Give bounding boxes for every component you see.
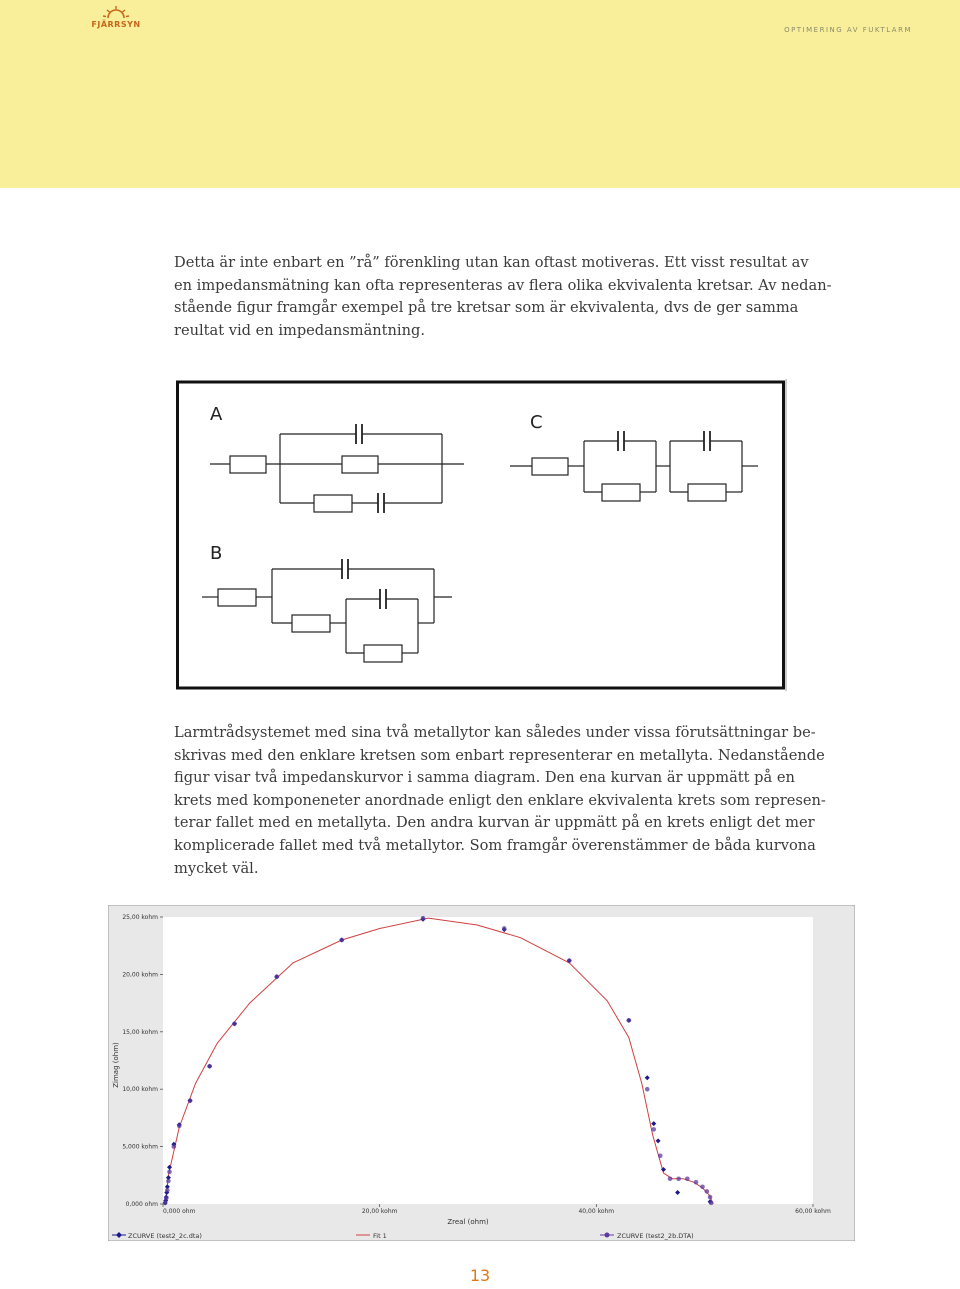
text-line: komplicerade fallet med två metallytor. Som framgår överenstämmer de båda kurvona xyxy=(174,836,816,854)
data-point-b xyxy=(421,916,426,921)
data-point-b xyxy=(668,1176,673,1181)
circuit-c-label: C xyxy=(530,412,543,433)
body-paragraph xyxy=(174,722,826,880)
data-point-b xyxy=(164,1196,169,1201)
y-axis-label: Zimag (ohm) xyxy=(112,1042,120,1088)
x-tick-label: 40,00 kohm xyxy=(578,1208,615,1215)
data-point-b xyxy=(651,1127,656,1132)
x-tick-label: 20,00 kohm xyxy=(361,1208,398,1215)
data-point-b xyxy=(708,1195,713,1200)
intro-paragraph xyxy=(174,252,832,342)
text-line: mycket väl. xyxy=(174,859,259,877)
data-point-b xyxy=(685,1176,690,1181)
header-band xyxy=(0,0,960,188)
data-point-b xyxy=(339,938,344,943)
data-point-b xyxy=(567,958,572,963)
fjarrsyn-logo xyxy=(86,4,146,34)
y-tick-label: 5,000 kohm xyxy=(122,1143,158,1151)
data-point-b xyxy=(658,1153,663,1158)
text-line: skrivas med den enklare kretsen som enbart representerar en metallyta. Nedanstående xyxy=(174,746,825,764)
y-tick-label: 20,00 kohm xyxy=(122,971,158,979)
figure-frame xyxy=(178,382,784,688)
y-tick-label: 0,000 ohm xyxy=(125,1201,158,1208)
data-point-b xyxy=(700,1184,705,1189)
data-point-b xyxy=(709,1201,714,1206)
y-tick-label: 15,00 kohm xyxy=(122,1028,158,1036)
data-point-b xyxy=(167,1170,172,1175)
text-line: reultat vid en impedansmäntning. xyxy=(174,321,425,339)
plot-area xyxy=(163,917,813,1204)
data-point-b xyxy=(274,974,279,979)
equivalent-circuits-figure xyxy=(176,379,787,691)
data-point-b xyxy=(172,1144,177,1149)
text-line: Detta är inte enbart en ”rå” förenkling utan kan oftast motiveras. Ett visst resultat av xyxy=(174,254,809,271)
data-point-b xyxy=(165,1188,170,1193)
impedance-chart xyxy=(108,905,855,1241)
data-point-b xyxy=(232,1021,237,1026)
x-axis-label: Zreal (ohm) xyxy=(447,1218,489,1226)
x-tick-label: 0,000 ohm xyxy=(163,1208,196,1215)
data-point-b xyxy=(502,926,507,931)
data-point-b xyxy=(645,1087,650,1092)
data-point-b xyxy=(627,1018,632,1023)
circuit-a-label: A xyxy=(210,404,223,425)
text-line: Larmtrådsystemet med sina två metallytor kan således under vissa förutsättningar be- xyxy=(174,724,816,741)
x-tick-label: 60,00 kohm xyxy=(795,1208,831,1215)
legend-item: Fit 1 xyxy=(373,1232,387,1240)
legend-item: ZCURVE (test2_2c.dta) xyxy=(128,1232,202,1240)
legend-item: ZCURVE (test2_2b.DTA) xyxy=(617,1232,694,1240)
text-line: krets med komponeneter anordnade enligt den enklare ekvivalenta krets som represen- xyxy=(174,791,826,809)
data-point-b xyxy=(163,1201,168,1206)
text-line: figur visar två impedanskurvor i samma diagram. Den ena kurvan är uppmätt på en xyxy=(174,769,795,787)
section-label: OPTIMERING AV FUKTLARM xyxy=(784,26,912,34)
y-tick-label: 25,00 kohm xyxy=(122,914,158,921)
circuit-b-label: B xyxy=(210,543,223,564)
data-point-b xyxy=(188,1098,193,1103)
text-line: terar fallet med en metallyta. Den andra kurvan är uppmätt på en krets enligt det mer xyxy=(174,814,815,832)
page-number: 13 xyxy=(469,1266,491,1285)
data-point-b xyxy=(676,1176,681,1181)
data-point-b xyxy=(207,1064,212,1069)
data-point-b xyxy=(705,1189,710,1194)
text-line: en impedansmätning kan ofta representeras av flera olika ekvivalenta kretsar. Av nedan- xyxy=(174,276,832,294)
text-line: stående figur framgår exempel på tre kretsar som är ekvivalenta, dvs de ger samma xyxy=(174,299,799,317)
data-point-b xyxy=(177,1124,182,1129)
data-point-b xyxy=(166,1179,171,1184)
logo-text: FJÄRRSYN xyxy=(91,20,141,29)
y-tick-label: 10,00 kohm xyxy=(122,1086,158,1094)
data-point-b xyxy=(694,1180,699,1185)
legend-marker-b xyxy=(605,1233,610,1238)
